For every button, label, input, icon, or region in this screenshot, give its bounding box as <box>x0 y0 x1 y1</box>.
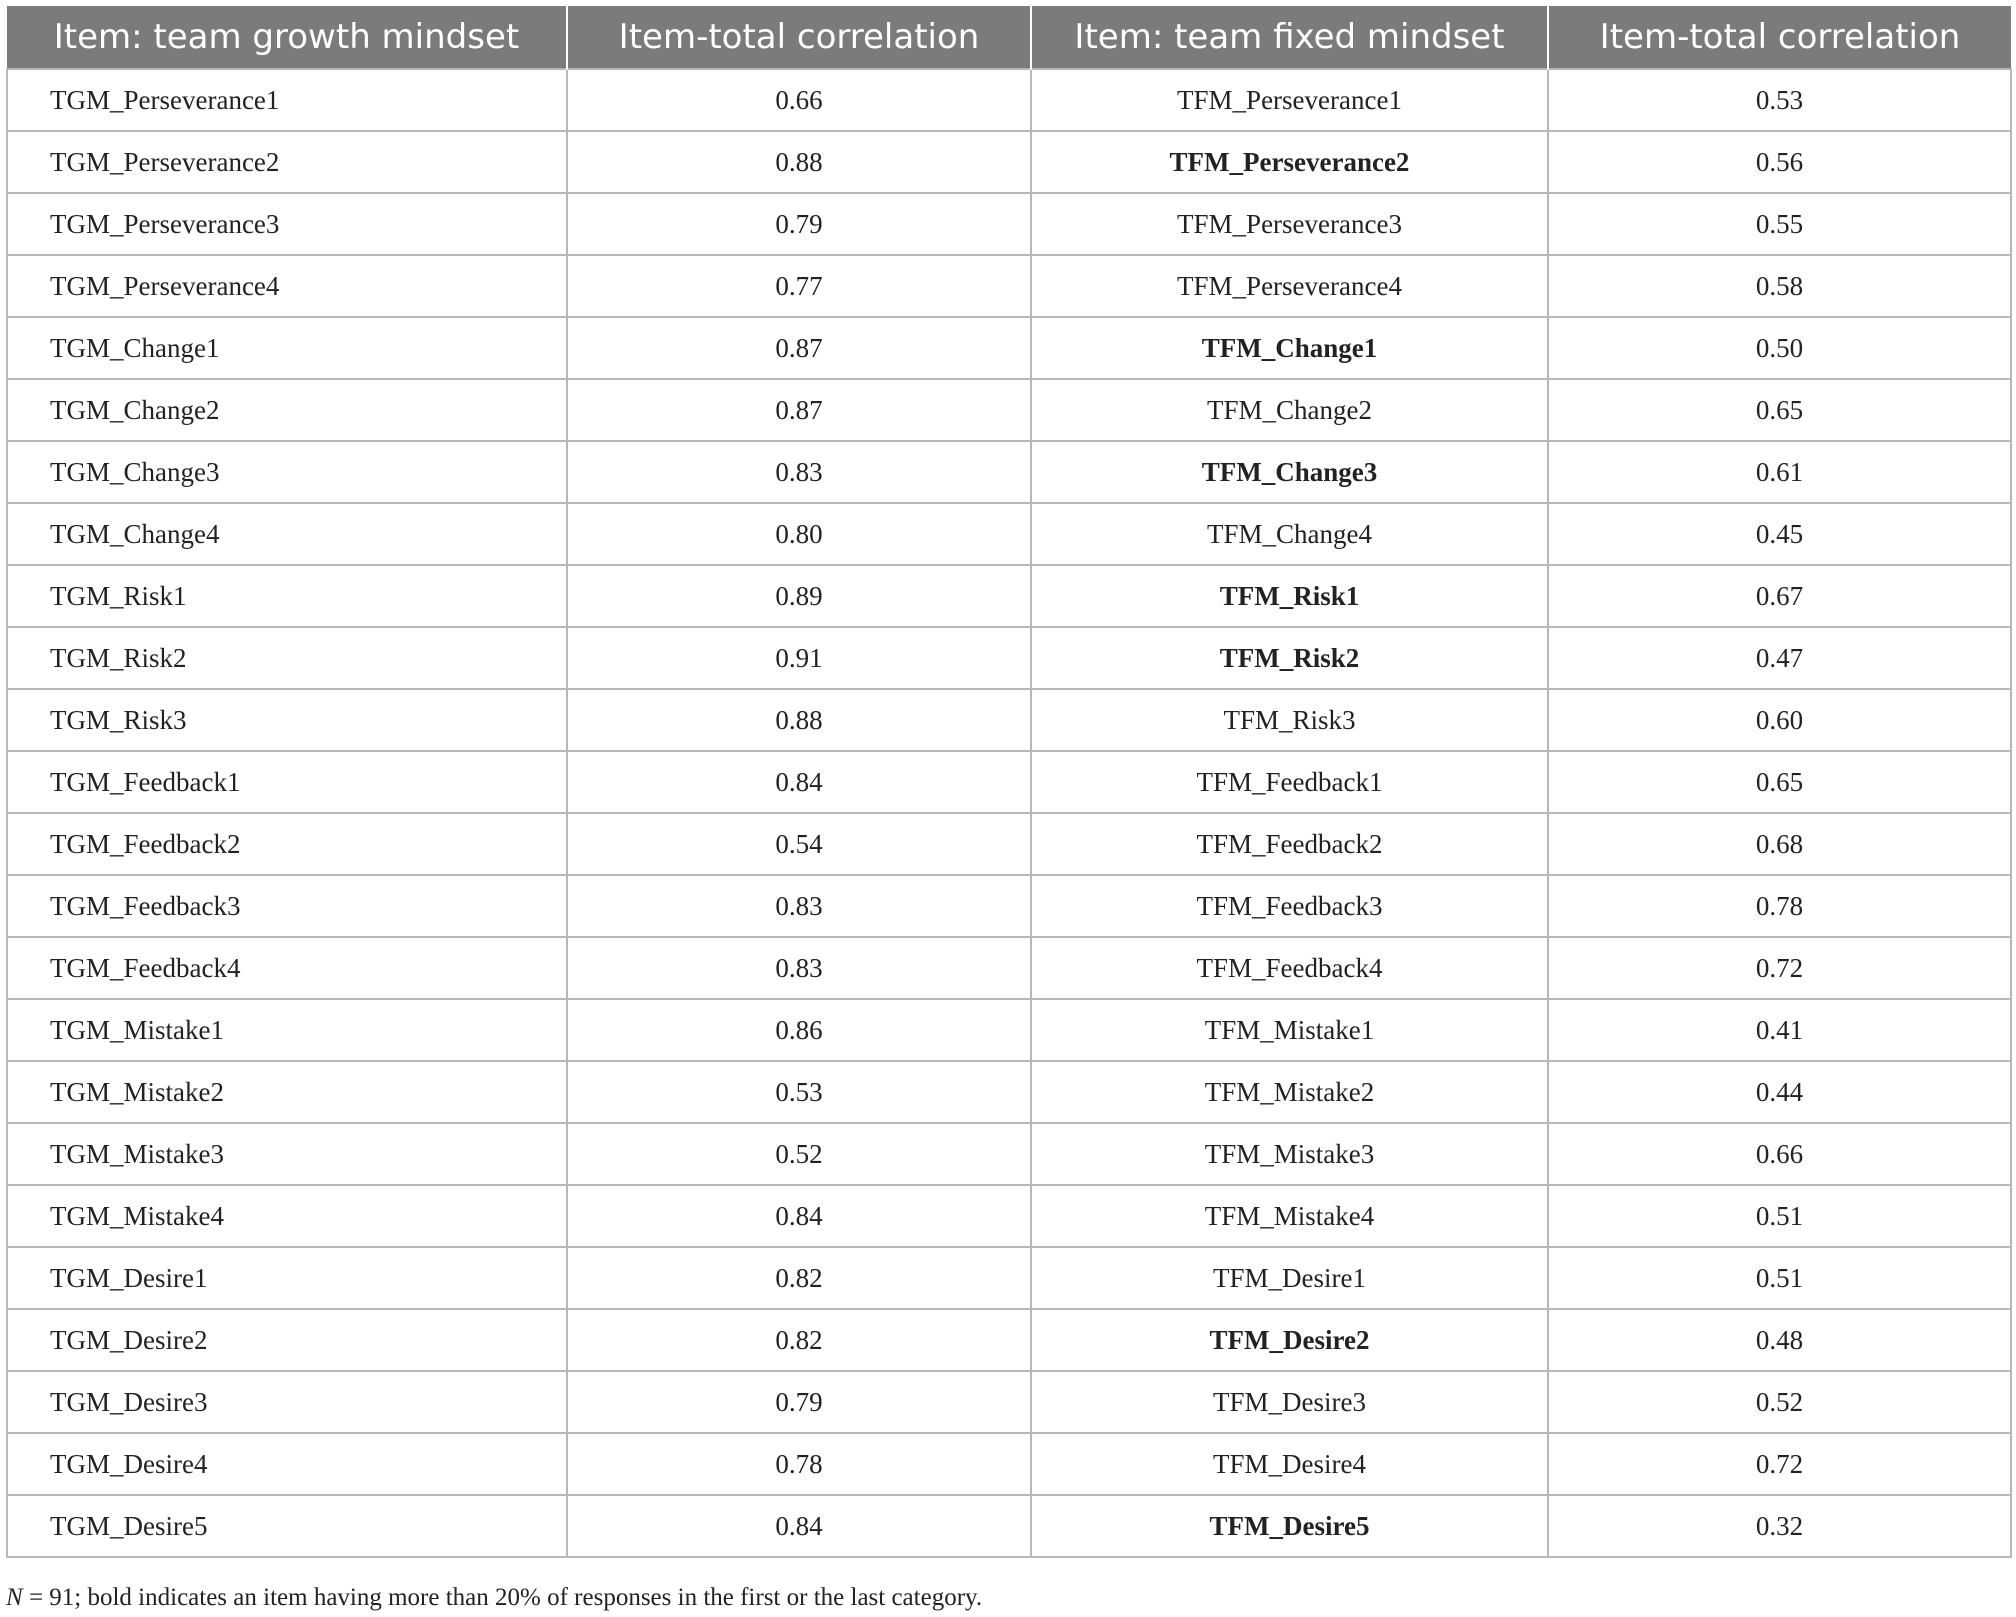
tgm-item-cell: TGM_Perseverance3 <box>7 193 567 255</box>
tfm-item-cell: TFM_Feedback4 <box>1031 937 1548 999</box>
tgm-item-cell: TGM_Feedback3 <box>7 875 567 937</box>
tfm-correlation-cell: 0.45 <box>1548 503 2011 565</box>
table-row <box>7 627 2011 689</box>
tgm-item-cell: TGM_Mistake2 <box>7 1061 567 1123</box>
tgm-item-cell: TGM_Desire5 <box>7 1495 567 1557</box>
tgm-correlation-cell: 0.88 <box>567 689 1031 751</box>
tfm-item-cell: TFM_Perseverance1 <box>1031 69 1548 131</box>
tfm-correlation-cell: 0.55 <box>1548 193 2011 255</box>
tgm-correlation-cell: 0.87 <box>567 379 1031 441</box>
tgm-correlation-cell: 0.86 <box>567 999 1031 1061</box>
table-row <box>7 937 2011 999</box>
table-row <box>7 1185 2011 1247</box>
tgm-correlation-cell: 0.53 <box>567 1061 1031 1123</box>
tfm-item-cell: TFM_Change4 <box>1031 503 1548 565</box>
table-row <box>7 999 2011 1061</box>
table-row <box>7 193 2011 255</box>
tfm-item-cell: TFM_Mistake3 <box>1031 1123 1548 1185</box>
tfm-correlation-cell: 0.68 <box>1548 813 2011 875</box>
table-row <box>7 1433 2011 1495</box>
tfm-correlation-cell: 0.47 <box>1548 627 2011 689</box>
tfm-correlation-cell: 0.65 <box>1548 379 2011 441</box>
tgm-correlation-cell: 0.84 <box>567 1185 1031 1247</box>
tfm-item-cell: TFM_Mistake1 <box>1031 999 1548 1061</box>
tfm-correlation-cell: 0.67 <box>1548 565 2011 627</box>
tgm-correlation-cell: 0.87 <box>567 317 1031 379</box>
table-row <box>7 441 2011 503</box>
table-row <box>7 1309 2011 1371</box>
tgm-item-cell: TGM_Feedback1 <box>7 751 567 813</box>
tfm-item-cell: TFM_Change2 <box>1031 379 1548 441</box>
table-row <box>7 1123 2011 1185</box>
tfm-item-cell: TFM_Desire1 <box>1031 1247 1548 1309</box>
tfm-correlation-cell: 0.50 <box>1548 317 2011 379</box>
header-tgm-correlation: Item-total correlation <box>567 6 1031 69</box>
tfm-correlation-cell: 0.32 <box>1548 1495 2011 1557</box>
table-row <box>7 131 2011 193</box>
tgm-item-cell: TGM_Desire4 <box>7 1433 567 1495</box>
tfm-item-cell: TFM_Change1 <box>1031 317 1548 379</box>
tgm-correlation-cell: 0.84 <box>567 751 1031 813</box>
tgm-correlation-cell: 0.91 <box>567 627 1031 689</box>
tgm-correlation-cell: 0.78 <box>567 1433 1031 1495</box>
tgm-item-cell: TGM_Change1 <box>7 317 567 379</box>
table-row <box>7 379 2011 441</box>
tfm-correlation-cell: 0.51 <box>1548 1247 2011 1309</box>
tgm-correlation-cell: 0.83 <box>567 875 1031 937</box>
table-header <box>7 6 2011 69</box>
table-row <box>7 69 2011 131</box>
tgm-correlation-cell: 0.83 <box>567 937 1031 999</box>
header-tfm-correlation: Item-total correlation <box>1548 6 2011 69</box>
tgm-correlation-cell: 0.54 <box>567 813 1031 875</box>
tgm-correlation-cell: 0.79 <box>567 1371 1031 1433</box>
tgm-correlation-cell: 0.80 <box>567 503 1031 565</box>
tgm-item-cell: TGM_Feedback2 <box>7 813 567 875</box>
tfm-correlation-cell: 0.53 <box>1548 69 2011 131</box>
tfm-correlation-cell: 0.61 <box>1548 441 2011 503</box>
tfm-correlation-cell: 0.60 <box>1548 689 2011 751</box>
tgm-item-cell: TGM_Perseverance1 <box>7 69 567 131</box>
tfm-item-cell: TFM_Perseverance3 <box>1031 193 1548 255</box>
tgm-correlation-cell: 0.88 <box>567 131 1031 193</box>
tfm-correlation-cell: 0.78 <box>1548 875 2011 937</box>
tgm-correlation-cell: 0.79 <box>567 193 1031 255</box>
tgm-item-cell: TGM_Mistake3 <box>7 1123 567 1185</box>
tgm-item-cell: TGM_Perseverance4 <box>7 255 567 317</box>
tgm-item-cell: TGM_Desire2 <box>7 1309 567 1371</box>
tfm-correlation-cell: 0.72 <box>1548 937 2011 999</box>
tfm-correlation-cell: 0.52 <box>1548 1371 2011 1433</box>
table-row <box>7 875 2011 937</box>
header-tfm-item: Item: team fixed mindset <box>1031 6 1548 69</box>
tfm-correlation-cell: 0.51 <box>1548 1185 2011 1247</box>
tgm-item-cell: TGM_Change4 <box>7 503 567 565</box>
tgm-item-cell: TGM_Change2 <box>7 379 567 441</box>
item-total-correlation-table <box>6 6 2012 1558</box>
footnote-text: = 91; bold indicates an item having more than 20% of responses in the first or the last category. <box>22 1584 983 1611</box>
tfm-correlation-cell: 0.72 <box>1548 1433 2011 1495</box>
table-body <box>7 69 2011 1557</box>
tgm-correlation-cell: 0.82 <box>567 1309 1031 1371</box>
tgm-item-cell: TGM_Perseverance2 <box>7 131 567 193</box>
tgm-correlation-cell: 0.77 <box>567 255 1031 317</box>
tfm-correlation-cell: 0.65 <box>1548 751 2011 813</box>
tfm-correlation-cell: 0.41 <box>1548 999 2011 1061</box>
document <box>6 6 2010 1558</box>
tfm-item-cell: TFM_Mistake2 <box>1031 1061 1548 1123</box>
table-row <box>7 565 2011 627</box>
tfm-item-cell: TFM_Risk1 <box>1031 565 1548 627</box>
tgm-item-cell: TGM_Risk3 <box>7 689 567 751</box>
tgm-item-cell: TGM_Risk2 <box>7 627 567 689</box>
footnote-n-label: N <box>6 1584 23 1611</box>
table-row <box>7 1061 2011 1123</box>
tgm-item-cell: TGM_Risk1 <box>7 565 567 627</box>
tfm-item-cell: TFM_Feedback1 <box>1031 751 1548 813</box>
tfm-correlation-cell: 0.58 <box>1548 255 2011 317</box>
table-row <box>7 503 2011 565</box>
tgm-item-cell: TGM_Change3 <box>7 441 567 503</box>
tfm-item-cell: TFM_Risk3 <box>1031 689 1548 751</box>
header-row <box>7 6 2011 69</box>
tgm-correlation-cell: 0.52 <box>567 1123 1031 1185</box>
tgm-item-cell: TGM_Mistake1 <box>7 999 567 1061</box>
table-row <box>7 689 2011 751</box>
tgm-item-cell: TGM_Mistake4 <box>7 1185 567 1247</box>
tfm-item-cell: TFM_Perseverance2 <box>1031 131 1548 193</box>
tfm-item-cell: TFM_Desire4 <box>1031 1433 1548 1495</box>
tgm-item-cell: TGM_Desire3 <box>7 1371 567 1433</box>
header-tgm-item: Item: team growth mindset <box>7 6 567 69</box>
tfm-item-cell: TFM_Feedback3 <box>1031 875 1548 937</box>
table-footnote <box>6 1584 982 1612</box>
table-row <box>7 751 2011 813</box>
table-row <box>7 317 2011 379</box>
tfm-item-cell: TFM_Desire3 <box>1031 1371 1548 1433</box>
tgm-correlation-cell: 0.83 <box>567 441 1031 503</box>
tfm-item-cell: TFM_Desire5 <box>1031 1495 1548 1557</box>
table-row <box>7 813 2011 875</box>
table-row <box>7 1247 2011 1309</box>
tfm-item-cell: TFM_Risk2 <box>1031 627 1548 689</box>
tfm-item-cell: TFM_Mistake4 <box>1031 1185 1548 1247</box>
tgm-correlation-cell: 0.89 <box>567 565 1031 627</box>
tfm-correlation-cell: 0.56 <box>1548 131 2011 193</box>
tfm-item-cell: TFM_Change3 <box>1031 441 1548 503</box>
tfm-correlation-cell: 0.44 <box>1548 1061 2011 1123</box>
table-row <box>7 255 2011 317</box>
tfm-item-cell: TFM_Desire2 <box>1031 1309 1548 1371</box>
tgm-correlation-cell: 0.84 <box>567 1495 1031 1557</box>
tgm-item-cell: TGM_Desire1 <box>7 1247 567 1309</box>
table-row <box>7 1371 2011 1433</box>
tfm-item-cell: TFM_Perseverance4 <box>1031 255 1548 317</box>
table-row <box>7 1495 2011 1557</box>
tgm-item-cell: TGM_Feedback4 <box>7 937 567 999</box>
tfm-item-cell: TFM_Feedback2 <box>1031 813 1548 875</box>
tfm-correlation-cell: 0.48 <box>1548 1309 2011 1371</box>
tgm-correlation-cell: 0.82 <box>567 1247 1031 1309</box>
tgm-correlation-cell: 0.66 <box>567 69 1031 131</box>
tfm-correlation-cell: 0.66 <box>1548 1123 2011 1185</box>
